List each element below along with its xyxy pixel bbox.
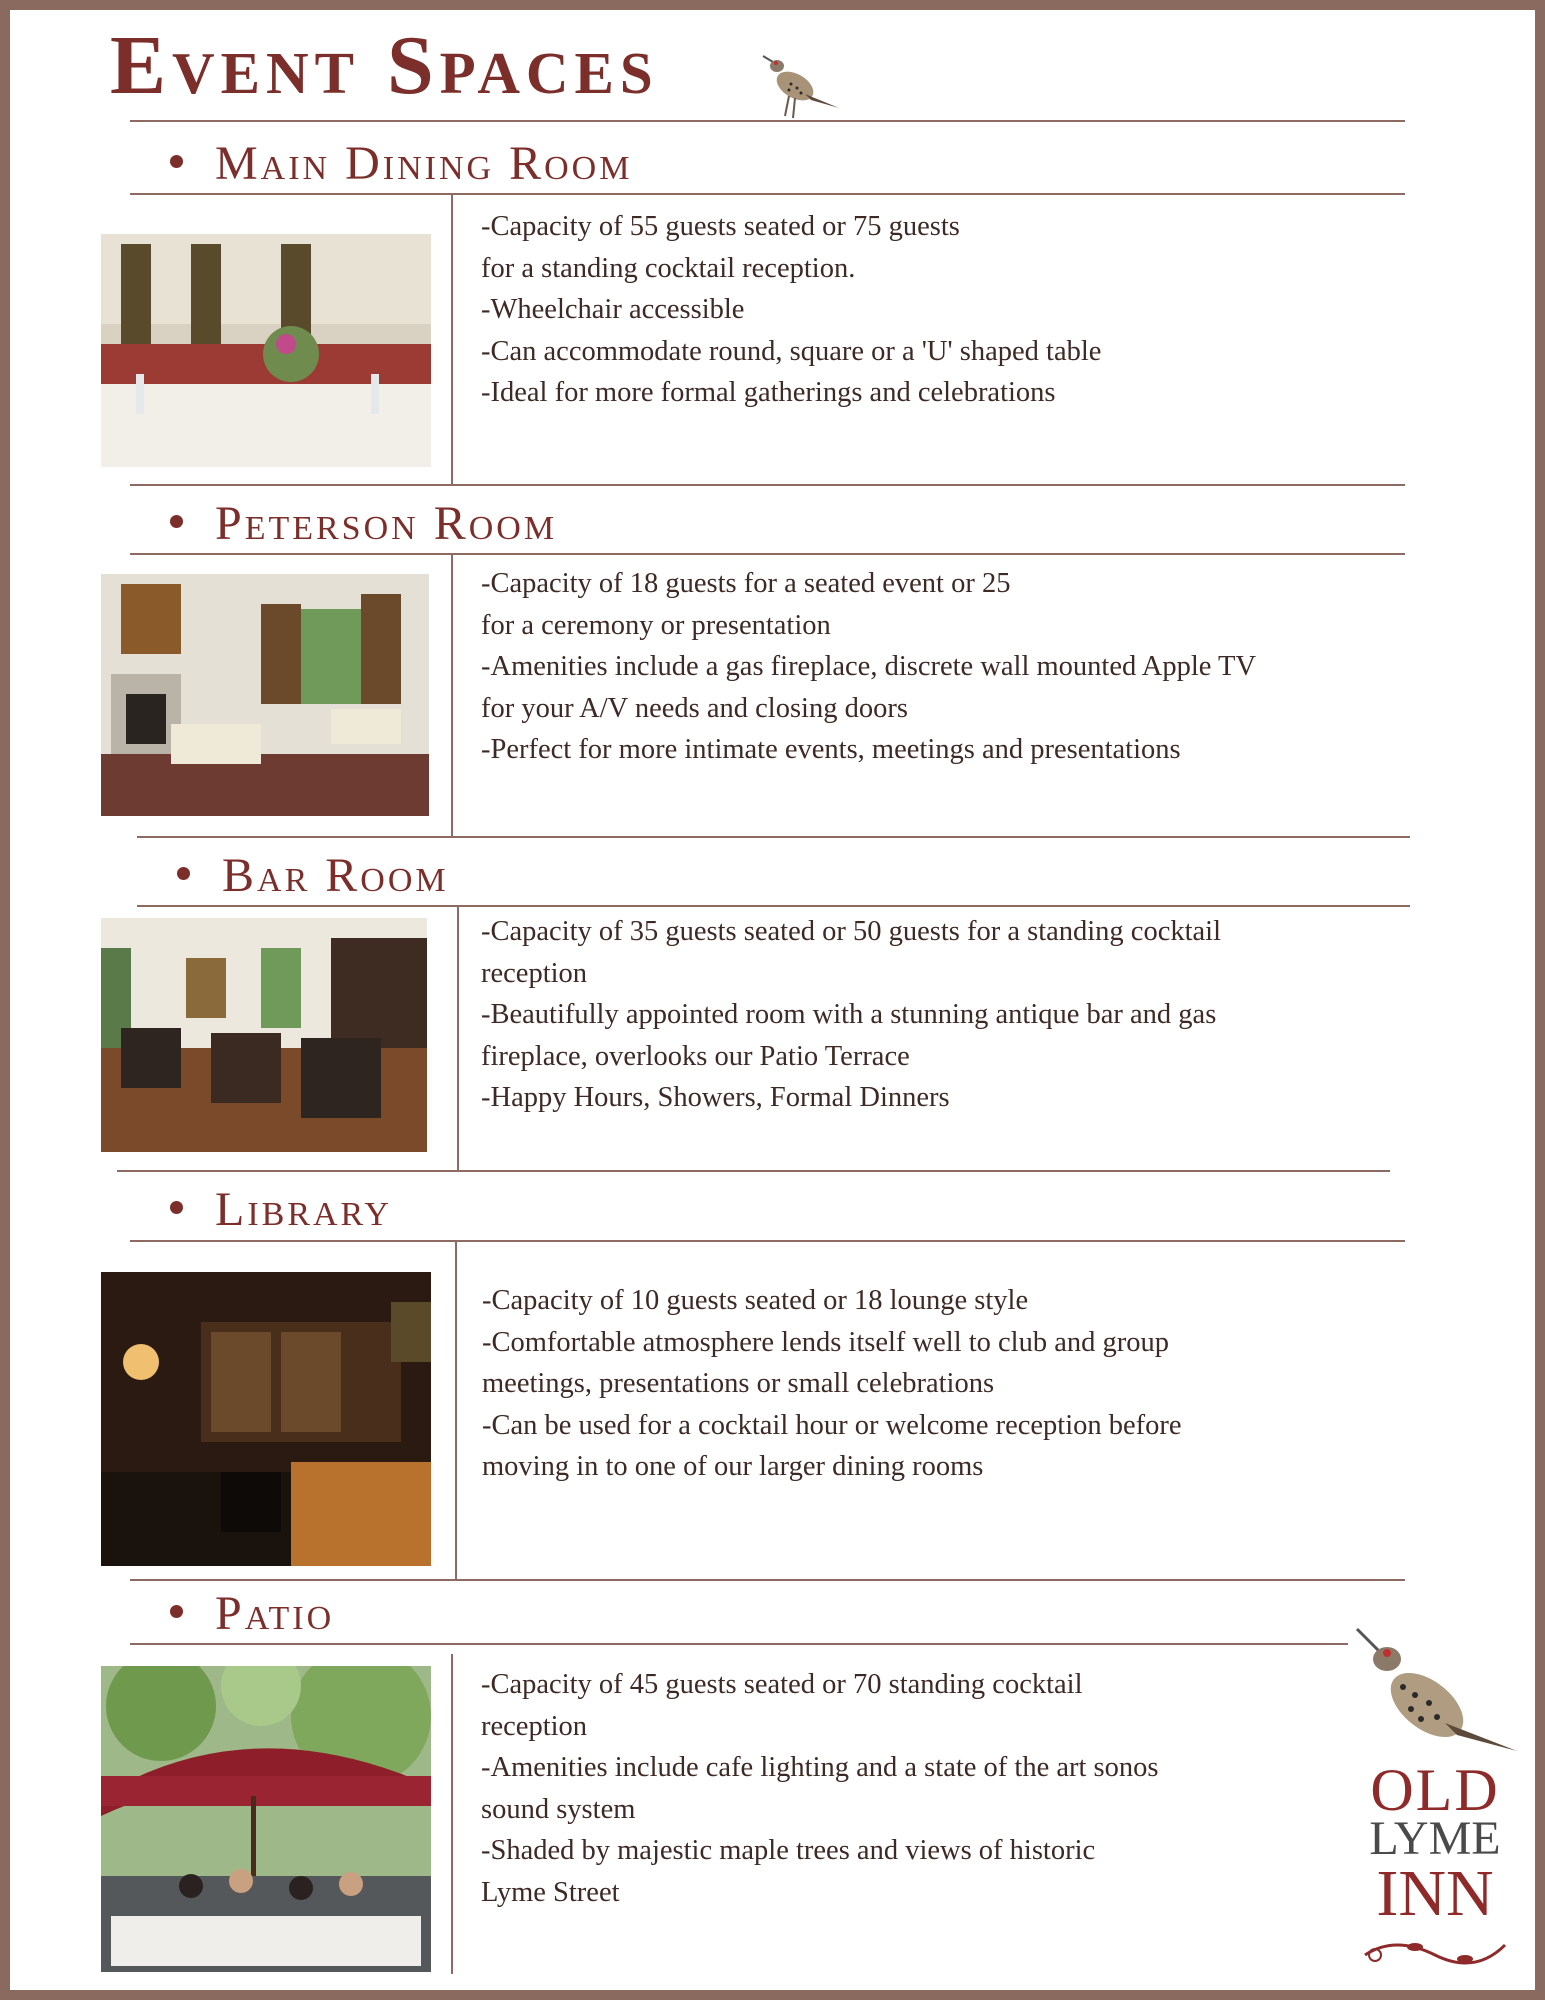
bullet-icon bbox=[170, 155, 183, 168]
description-line: -Perfect for more intimate events, meetings and presentations bbox=[481, 734, 1181, 765]
description-line: -Beautifully appointed room with a stunning antique bar and gas bbox=[481, 999, 1217, 1030]
description-line: fireplace, overlooks our Patio Terrace bbox=[481, 1040, 910, 1072]
description-line: for your A/V needs and closing doors bbox=[481, 692, 908, 724]
divider bbox=[117, 1170, 1390, 1172]
section-title-main-dining-room: Main Dining Room bbox=[170, 140, 632, 188]
divider bbox=[130, 1240, 1405, 1242]
bullet-icon bbox=[177, 867, 190, 880]
vine-flourish-icon bbox=[1355, 1925, 1515, 1975]
divider bbox=[137, 905, 1410, 907]
column-divider bbox=[451, 554, 453, 836]
description-line: reception bbox=[481, 1710, 588, 1742]
library-photo bbox=[101, 1272, 431, 1566]
main-dining-room-photo bbox=[101, 234, 431, 467]
column-divider bbox=[451, 1654, 453, 1974]
description-line: -Amenities include a gas fireplace, discrete wall mounted Apple TV bbox=[481, 651, 1257, 682]
peterson-room-photo bbox=[101, 574, 429, 816]
patio-photo bbox=[101, 1666, 431, 1972]
description-line: moving in to one of our larger dining rooms bbox=[482, 1451, 984, 1482]
divider bbox=[130, 1643, 1348, 1645]
library-description bbox=[482, 1280, 1182, 1488]
section-title-library: Library bbox=[170, 1186, 392, 1234]
description-line: -Capacity of 55 guests seated or 75 guests bbox=[481, 211, 960, 242]
description-line: -Capacity of 18 guests for a seated event or 25 bbox=[481, 568, 1011, 599]
column-divider bbox=[457, 906, 459, 1170]
bullet-icon bbox=[170, 1201, 183, 1214]
logo-lyme: LYME bbox=[1369, 1812, 1501, 1865]
bullet-icon bbox=[170, 1605, 183, 1618]
column-divider bbox=[455, 1241, 457, 1579]
logo-inn: INN bbox=[1376, 1857, 1494, 1930]
divider bbox=[137, 836, 1410, 838]
description-line: meetings, presentations or small celebrations bbox=[482, 1368, 995, 1399]
main-dining-room-description bbox=[481, 206, 1101, 414]
section-title-patio: Patio bbox=[170, 1590, 334, 1638]
description-line: Lyme Street bbox=[481, 1876, 620, 1908]
inn-logo bbox=[1345, 1625, 1525, 1980]
description-line: -Capacity of 35 guests seated or 50 guests for a standing cocktail bbox=[481, 916, 1222, 947]
patio-description bbox=[481, 1664, 1158, 1913]
description-line: -Wheelchair accessible bbox=[481, 294, 745, 325]
section-title-bar-room: Bar Room bbox=[177, 852, 449, 900]
flicker-bird-icon bbox=[1345, 1625, 1525, 1765]
description-line: -Amenities include cafe lighting and a state of the art sonos bbox=[481, 1752, 1159, 1783]
description-line: -Capacity of 10 guests seated or 18 lounge style bbox=[482, 1285, 1029, 1316]
section-title-peterson-room: Peterson Room bbox=[170, 500, 557, 548]
logo-old: OLD bbox=[1370, 1757, 1500, 1823]
description-line: -Can accommodate round, square or a 'U' shaped table bbox=[481, 335, 1102, 367]
bullet-icon bbox=[170, 515, 183, 528]
divider bbox=[130, 193, 1405, 195]
description-line: -Comfortable atmosphere lends itself well to club and group bbox=[482, 1326, 1169, 1358]
bar-room-description bbox=[481, 911, 1221, 1119]
description-line: -Capacity of 45 guests seated or 70 standing cocktail bbox=[481, 1669, 1083, 1700]
column-divider bbox=[451, 194, 453, 484]
description-line: -Ideal for more formal gatherings and celebrations bbox=[481, 377, 1056, 408]
description-line: -Can be used for a cocktail hour or welcome reception before bbox=[482, 1409, 1182, 1441]
divider bbox=[130, 484, 1405, 486]
description-line: -Happy Hours, Showers, Formal Dinners bbox=[481, 1082, 950, 1113]
description-line: sound system bbox=[481, 1793, 636, 1825]
bar-room-photo bbox=[101, 918, 427, 1152]
flicker-bird-icon bbox=[755, 50, 845, 122]
page-title: Event Spaces bbox=[110, 19, 659, 112]
divider bbox=[130, 553, 1405, 555]
divider bbox=[130, 120, 1405, 122]
divider bbox=[130, 1579, 1405, 1581]
peterson-room-description bbox=[481, 563, 1256, 771]
description-line: -Shaded by majestic maple trees and views of historic bbox=[481, 1835, 1096, 1866]
description-line: for a standing cocktail reception. bbox=[481, 252, 856, 284]
description-line: for a ceremony or presentation bbox=[481, 609, 831, 641]
description-line: reception bbox=[481, 957, 588, 989]
